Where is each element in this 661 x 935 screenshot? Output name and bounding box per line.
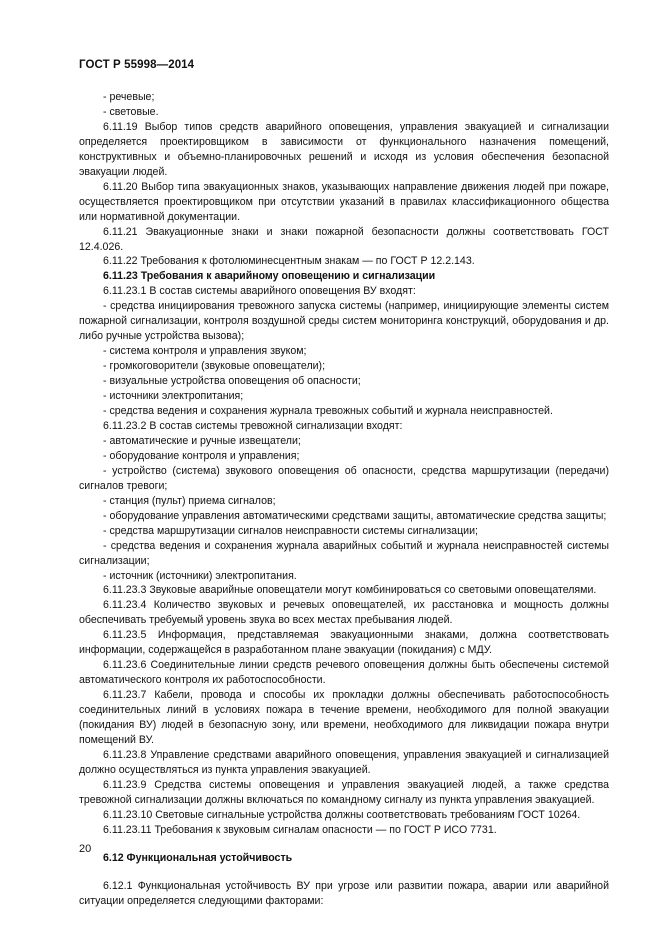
clause-6-11-23-2: 6.11.23.2 В состав системы тревожной сигнализации входят: bbox=[103, 419, 403, 432]
section-heading-6-12: 6.12 Функциональная устойчивость bbox=[103, 851, 293, 864]
clause-6-11-23-8: 6.11.23.8 Управление средствами аварийного оповещения, управления эвакуацией и сигнализацией должно осуществляться из пункта управления эвакуацией. bbox=[79, 748, 609, 776]
clause-6-12-1: 6.12.1 Функциональная устойчивость ВУ при угрозе или развитии пожара, аварии или аварийной ситуации определяется следующими факторами: bbox=[79, 879, 609, 907]
page-number: 20 bbox=[79, 843, 92, 855]
list-item: - устройство (система) звукового оповещения об опасности, средства маршрутизации (передачи) сигналов тревоги; bbox=[79, 464, 609, 492]
document-body bbox=[79, 90, 609, 909]
clause-6-11-23-11: 6.11.23.11 Требования к звуковым сигналам опасности — по ГОСТ Р ИСО 7731. bbox=[103, 823, 497, 836]
subsection-heading-6-11-23: 6.11.23 Требования к аварийному оповещению и сигнализации bbox=[103, 270, 436, 283]
list-item: - средства маршрутизации сигналов неисправности системы сигнализации; bbox=[103, 524, 478, 537]
clause-6-11-23-9: 6.11.23.9 Средства системы оповещения и управления эвакуацией людей, а также средства тревожной сигнализации должны включаться по командному сигналу из пункта управления эвакуацией. bbox=[79, 778, 609, 806]
clause-6-11-23-5: 6.11.23.5 Информация, представляемая эвакуационными знаками, должна соответствовать информации, содержащейся в разработанном плане эвакуации (покидания) с МДУ. bbox=[79, 629, 609, 657]
page-header-standard: ГОСТ Р 55998—2014 bbox=[79, 59, 195, 71]
clause-6-11-23-3: 6.11.23.3 Звуковые аварийные оповещатели могут комбинироваться со световыми оповещателями. bbox=[103, 584, 597, 597]
list-item: - источники электропитания; bbox=[103, 390, 244, 403]
clause-6-11-23-1: 6.11.23.1 В состав системы аварийного оповещения ВУ входят: bbox=[103, 285, 416, 298]
list-item: - оборудование управления автоматическими средствами защиты, автоматические средства защиты; bbox=[103, 509, 607, 522]
list-item: - средства ведения и сохранения журнала аварийных событий и журнала неисправностей системы сигнализации; bbox=[79, 539, 609, 567]
list-item: - источник (источники) электропитания. bbox=[103, 569, 297, 582]
list-item: - автоматические и ручные извещатели; bbox=[103, 434, 301, 447]
list-item: - речевые; bbox=[103, 91, 155, 103]
clause-6-11-19: 6.11.19 Выбор типов средств аварийного оповещения, управления эвакуацией и сигнализации определяется проектировщиком в зависимости от функционального назначения помещений, конструктивных и объемно-планировочных решений и исходя из условия обеспечения безопасной эвакуации людей. bbox=[79, 120, 609, 178]
clause-6-11-23-6: 6.11.23.6 Соединительные линии средств речевого оповещения должны быть обеспечены системой автоматического контроля их работоспособности. bbox=[79, 659, 609, 687]
clause-6-11-22: 6.11.22 Требования к фотолюминесцентным знакам — по ГОСТ Р 12.2.143. bbox=[103, 255, 475, 268]
list-item: - визуальные устройства оповещения об опасности; bbox=[103, 375, 361, 388]
list-item: - световые. bbox=[103, 105, 159, 118]
clause-6-11-23-10: 6.11.23.10 Световые сигнальные устройства должны соответствовать требованиям ГОСТ 10264. bbox=[103, 808, 581, 821]
list-item: - оборудование контроля и управления; bbox=[103, 449, 300, 462]
clause-6-11-21: 6.11.21 Эвакуационные знаки и знаки пожарной безопасности должны соответствовать ГОСТ 12.4.026. bbox=[79, 225, 609, 253]
list-item: - средства ведения и сохранения журнала тревожных событий и журнала неисправностей. bbox=[103, 405, 553, 418]
clause-6-11-23-7: 6.11.23.7 Кабели, провода и способы их прокладки должны обеспечивать работоспособность соединительных линий в условиях пожара в течение времени, необходимого для полной эвакуации (покидания ВУ) людей в безопасную зону, или времени, необходимого для ликвидации пожара внутри помещений ВУ. bbox=[79, 689, 609, 746]
list-item: - громкоговорители (звуковые оповещатели); bbox=[103, 360, 326, 373]
list-item: - средства инициирования тревожного запуска системы (например, инициирующие элементы систем пожарной сигнализации, контроля воздушной среды систем мониторинга конструкций, оборудования и др. либо ручные устройства вызова); bbox=[79, 300, 609, 343]
clause-6-11-23-4: 6.11.23.4 Количество звуковых и речевых оповещателей, их расстановка и мощность должны обеспечивать требуемый уровень звука во всех местах пребывания людей. bbox=[79, 599, 609, 627]
clause-6-11-20: 6.11.20 Выбор типа эвакуационных знаков, указывающих направление движения людей при пожаре, осуществляется проектировщиком при отсутствии указаний в правилах классификационного общества или нормативной документации. bbox=[79, 180, 609, 223]
list-item: - станция (пульт) приема сигналов; bbox=[103, 494, 276, 507]
list-item: - система контроля и управления звуком; bbox=[103, 345, 307, 358]
